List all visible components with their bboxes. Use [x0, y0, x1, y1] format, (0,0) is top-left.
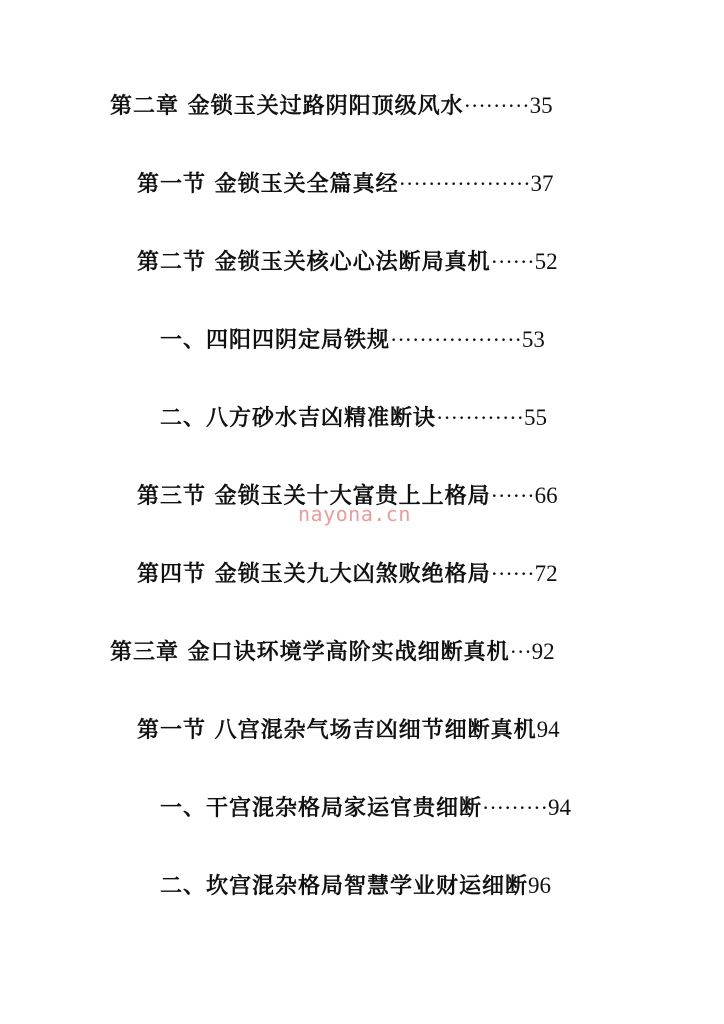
toc-leader-dots: ······	[490, 249, 535, 274]
toc-entry-chapter-3[interactable]	[110, 637, 555, 667]
toc-entry-title: 第一节 八宫混杂气场吉凶细节细断真机	[137, 717, 537, 743]
toc-page-number: 52	[534, 249, 558, 274]
toc-entry-title: 第三节 金锁玉关十大富贵上上格局	[137, 483, 491, 509]
toc-page-number: 55	[523, 405, 547, 430]
toc-entry-subsection-4[interactable]	[160, 871, 551, 901]
toc-page-number: 66	[534, 483, 558, 508]
toc-page-number: 96	[528, 873, 552, 898]
toc-page-number: 94	[547, 795, 571, 820]
toc-leader-dots: ···	[509, 639, 532, 664]
toc-entry-subsection-1[interactable]	[160, 325, 545, 355]
toc-leader-dots: ······	[490, 483, 535, 508]
toc-entry-title: 一、四阳四阴定局铁规	[160, 327, 391, 353]
toc-page-number: 94	[536, 717, 560, 742]
toc-page-number: 53	[521, 327, 545, 352]
toc-entry-section-3-1[interactable]	[137, 715, 560, 745]
toc-page-number: 35	[529, 93, 553, 118]
toc-leader-dots: ··················	[398, 171, 531, 196]
toc-leader-dots: ······	[490, 561, 535, 586]
toc-leader-dots: ··················	[390, 327, 522, 352]
toc-entry-title: 二、八方砂水吉凶精准断诀	[160, 405, 437, 431]
toc-entry-chapter-2[interactable]	[110, 91, 553, 121]
toc-entry-subsection-2[interactable]	[160, 403, 547, 433]
toc-entry-title: 第二章 金锁玉关过路阴阳顶级风水	[110, 93, 464, 119]
toc-leader-dots: ·········	[482, 795, 548, 820]
toc-leader-dots: ·········	[463, 93, 530, 118]
toc-entry-section-2-2[interactable]	[137, 247, 558, 277]
toc-leader-dots: ············	[436, 405, 524, 430]
toc-page-number: 92	[531, 639, 555, 664]
toc-entry-subsection-3[interactable]	[160, 793, 571, 823]
toc-page-number: 72	[534, 561, 558, 586]
toc-entry-title: 第四节 金锁玉关九大凶煞败绝格局	[137, 561, 491, 587]
toc-entry-title: 第一节 金锁玉关全篇真经	[137, 171, 399, 197]
watermark-text: nayona.cn	[298, 502, 411, 526]
toc-entry-title: 一、干宫混杂格局家运官贵细断	[160, 795, 483, 821]
toc-page-number: 37	[530, 171, 554, 196]
toc-entry-title: 二、坎宫混杂格局智慧学业财运细断	[160, 873, 529, 899]
toc-entry-section-2-4[interactable]	[137, 559, 558, 589]
toc-entry-section-2-1[interactable]	[137, 169, 554, 199]
toc-entry-title: 第三章 金口诀环境学高阶实战细断真机	[110, 639, 510, 665]
toc-entry-title: 第二节 金锁玉关核心心法断局真机	[137, 249, 491, 275]
